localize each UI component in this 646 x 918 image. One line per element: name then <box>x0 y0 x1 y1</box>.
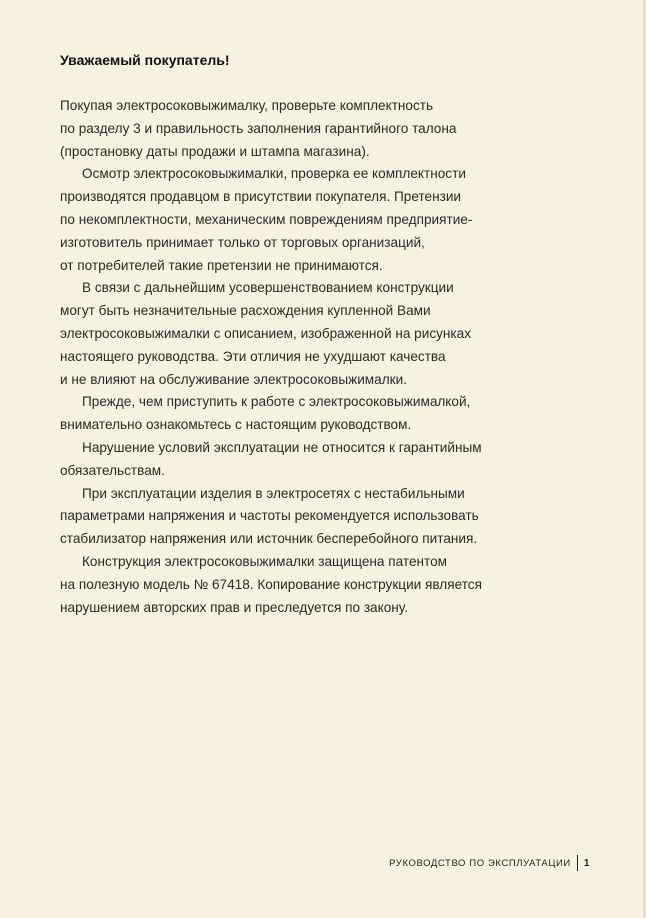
page-footer <box>389 855 590 871</box>
paragraph-7-line: на полезную модель № 67418. Копирование конструкции является <box>60 576 482 592</box>
paragraph-5-line: обязательствам. <box>60 462 165 478</box>
paragraph-7-line: Конструкция электросоковыжималки защищена патентом <box>82 553 448 569</box>
paragraph-2-line: от потребителей такие претензии не принимаются. <box>60 257 383 273</box>
paragraph-2-line: изготовитель принимает только от торговых организаций, <box>60 234 425 250</box>
paragraph-3-line: настоящего руководства. Эти отличия не ухудшают качества <box>60 348 446 364</box>
paragraph-2-line: Осмотр электросоковыжималки, проверка ее комплектности <box>82 166 466 182</box>
paragraph-3-line: могут быть незначительные расхождения купленной Вами <box>60 303 431 319</box>
paragraph-4-line: внимательно ознакомьтесь с настоящим руководством. <box>60 417 412 433</box>
paragraph-6-line: параметрами напряжения и частоты рекомендуется использовать <box>60 508 479 524</box>
paragraph-6-line: При эксплуатации изделия в электросетях с нестабильными <box>82 485 465 501</box>
paragraph-2-line: производятся продавцом в присутствии покупателя. Претензии <box>60 189 462 205</box>
paragraph-5-line: Нарушение условий эксплуатации не относится к гарантийным <box>82 439 482 455</box>
paragraph-4-line: Прежде, чем приступить к работе с электросоковыжималкой, <box>82 394 471 410</box>
paragraph-2-line: по некомплектности, механическим повреждениям предприятие- <box>60 211 473 227</box>
paragraph-1-line: по разделу 3 и правильность заполнения гарантийного талона <box>60 120 457 136</box>
footer-title: РУКОВОДСТВО ПО ЭКСПЛУАТАЦИИ <box>389 857 571 869</box>
footer-divider <box>577 855 578 871</box>
paragraph-1-line: (простановку даты продажи и штампа магазина). <box>60 143 370 159</box>
paragraph-3-line: электросоковыжималки с описанием, изображенной на рисунках <box>60 325 472 341</box>
page-heading: Уважаемый покупатель! <box>60 52 230 68</box>
paragraph-7-line: нарушением авторских прав и преследуется по закону. <box>60 599 408 615</box>
page-number: 1 <box>583 857 590 869</box>
paragraph-3-line: и не влияют на обслуживание электросоковыжималки. <box>60 371 407 387</box>
paragraph-1-line: Покупая электросоковыжималку, проверьте комплектность <box>60 98 434 113</box>
paragraph-6-line: стабилизатор напряжения или источник бесперебойного питания. <box>60 531 478 547</box>
body-text <box>60 95 550 619</box>
paragraph-3-line: В связи с дальнейшим усовершенствованием конструкции <box>82 280 454 296</box>
